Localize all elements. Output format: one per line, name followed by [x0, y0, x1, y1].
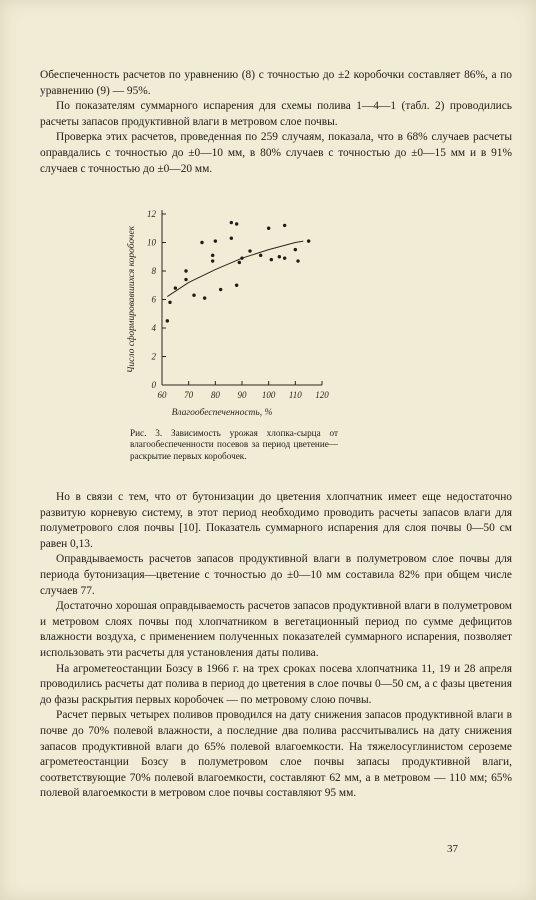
y-tick-label: 0: [151, 380, 156, 390]
y-tick-label: 12: [147, 209, 156, 219]
paragraph-1: Обеспеченность расчетов по уравнению (8) с точностью до ±2 коробочки составляет 86%, а по уравнению (9) — 95%.: [40, 69, 512, 97]
y-axis-label: Число сформировавшихся коробочек: [127, 225, 137, 374]
x-tick-label: 120: [315, 390, 329, 400]
data-point: [184, 269, 187, 272]
x-tick-label: 70: [184, 390, 194, 400]
paragraph-3: Проверка этих расчетов, проведенная по 259 случаям, показала, что в 68% случаев расчеты оправдались с точностью до ±0—10 мм, в 80% случаев с точностью до ±0—15 мм и в 91% случаев с точностью до ±0—20 мм.: [40, 131, 512, 175]
data-point: [248, 249, 251, 252]
data-point: [230, 221, 233, 224]
x-axis-label: Влагообеспеченность, %: [171, 408, 273, 418]
data-point: [307, 239, 310, 242]
text-block-top: [40, 68, 512, 177]
x-tick-label: 100: [261, 390, 276, 400]
trend-line: [167, 241, 303, 297]
paragraph-6: Достаточно хорошая оправдываемость расчетов запасов продуктивной влаги в полуметровом и метровом слоях почвы под хлопчатником в вегетационный период по сумме дефицитов влажности воздуха, с применением полученных показателей суммарного испарения, позволяет использовать эти расчеты для установления даты полива.: [40, 600, 512, 659]
figure-3: [112, 200, 342, 420]
data-point: [214, 239, 217, 242]
data-point: [219, 288, 222, 291]
data-point: [278, 255, 281, 258]
data-point: [235, 222, 238, 225]
data-point: [192, 294, 195, 297]
text-block-bottom: [40, 490, 512, 802]
data-point: [211, 254, 214, 257]
data-point: [294, 248, 297, 251]
data-point: [283, 256, 286, 259]
y-tick-label: 8: [151, 266, 156, 276]
paragraph-2: По показателям суммарного испарения для схемы полива 1—4—1 (табл. 2) проводились расчеты запасов продуктивной влаги в метровом слое почвы.: [40, 100, 512, 128]
data-point: [270, 258, 273, 261]
data-point: [238, 261, 241, 264]
data-point: [235, 284, 238, 287]
data-point: [230, 237, 233, 240]
y-tick-label: 4: [151, 323, 156, 333]
x-tick-label: 110: [288, 390, 302, 400]
x-tick-label: 90: [237, 390, 247, 400]
paragraph-5: Оправдываемость расчетов запасов продуктивной влаги в полуметровом слое почвы для периода бутонизация—цветение с точностью до ±0—10 мм составила 82% при общем числе случаев 77.: [40, 553, 512, 597]
data-point: [174, 286, 177, 289]
data-point: [203, 296, 206, 299]
x-tick-label: 80: [210, 390, 220, 400]
paragraph-4: Но в связи с тем, что от бутонизации до цветения хлопчатник имеет еще недостаточно развитую корневую систему, в этот период необходимо проводить расчеты запасов влаги для полуметрового слоя почвы [10]. Показатель суммарного испарения для слоя почвы 0—50 см равен 0,13.: [40, 491, 512, 550]
data-point: [200, 241, 203, 244]
data-point: [283, 224, 286, 227]
data-point: [296, 259, 299, 262]
y-tick-label: 6: [151, 294, 156, 305]
figure-caption: Рис. 3. Зависимость урожая хлопка-сырца от влагообеспеченности посевов за период цветение—раскрытие первых коробочек.: [130, 428, 338, 461]
scatter-chart: [112, 200, 342, 420]
data-point: [184, 278, 187, 281]
data-point: [267, 227, 270, 230]
paragraph-7: На агрометеостанции Бозсу в 1966 г. на трех сроках посева хлопчатника 11, 19 и 28 апреля проводились расчеты дат полива в период до цветения в слое почвы 0—50 см, а с фазы цветения до фазы раскрытия первых коробочек — по метровому слою почвы.: [40, 662, 512, 706]
page-number: 37: [447, 843, 458, 855]
paragraph-8: Расчет первых четырех поливов проводился на дату снижения запасов продуктивной влаги в почве до 70% полевой влажности, а последние два полива рассчитывались на дату снижения запасов продуктивной влаги до 65% полевой влагоемкости. На тяжелосуглинистом сероземе агрометеостанции Бозсу в полуметровом слое почвы запасы продуктивной влаги, соответствующие 70% полевой влагоемкости, составляют 62 мм, а в метровом — 110 мм; 65% полевой влагоемкости в метровом слое почвы составляют 95 мм.: [40, 709, 512, 800]
data-point: [166, 319, 169, 322]
data-point: [168, 301, 171, 304]
data-point: [211, 259, 214, 262]
y-tick-label: 2: [151, 351, 156, 362]
y-tick-label: 10: [147, 237, 156, 248]
data-point: [259, 254, 262, 257]
x-tick-label: 60: [157, 390, 167, 400]
